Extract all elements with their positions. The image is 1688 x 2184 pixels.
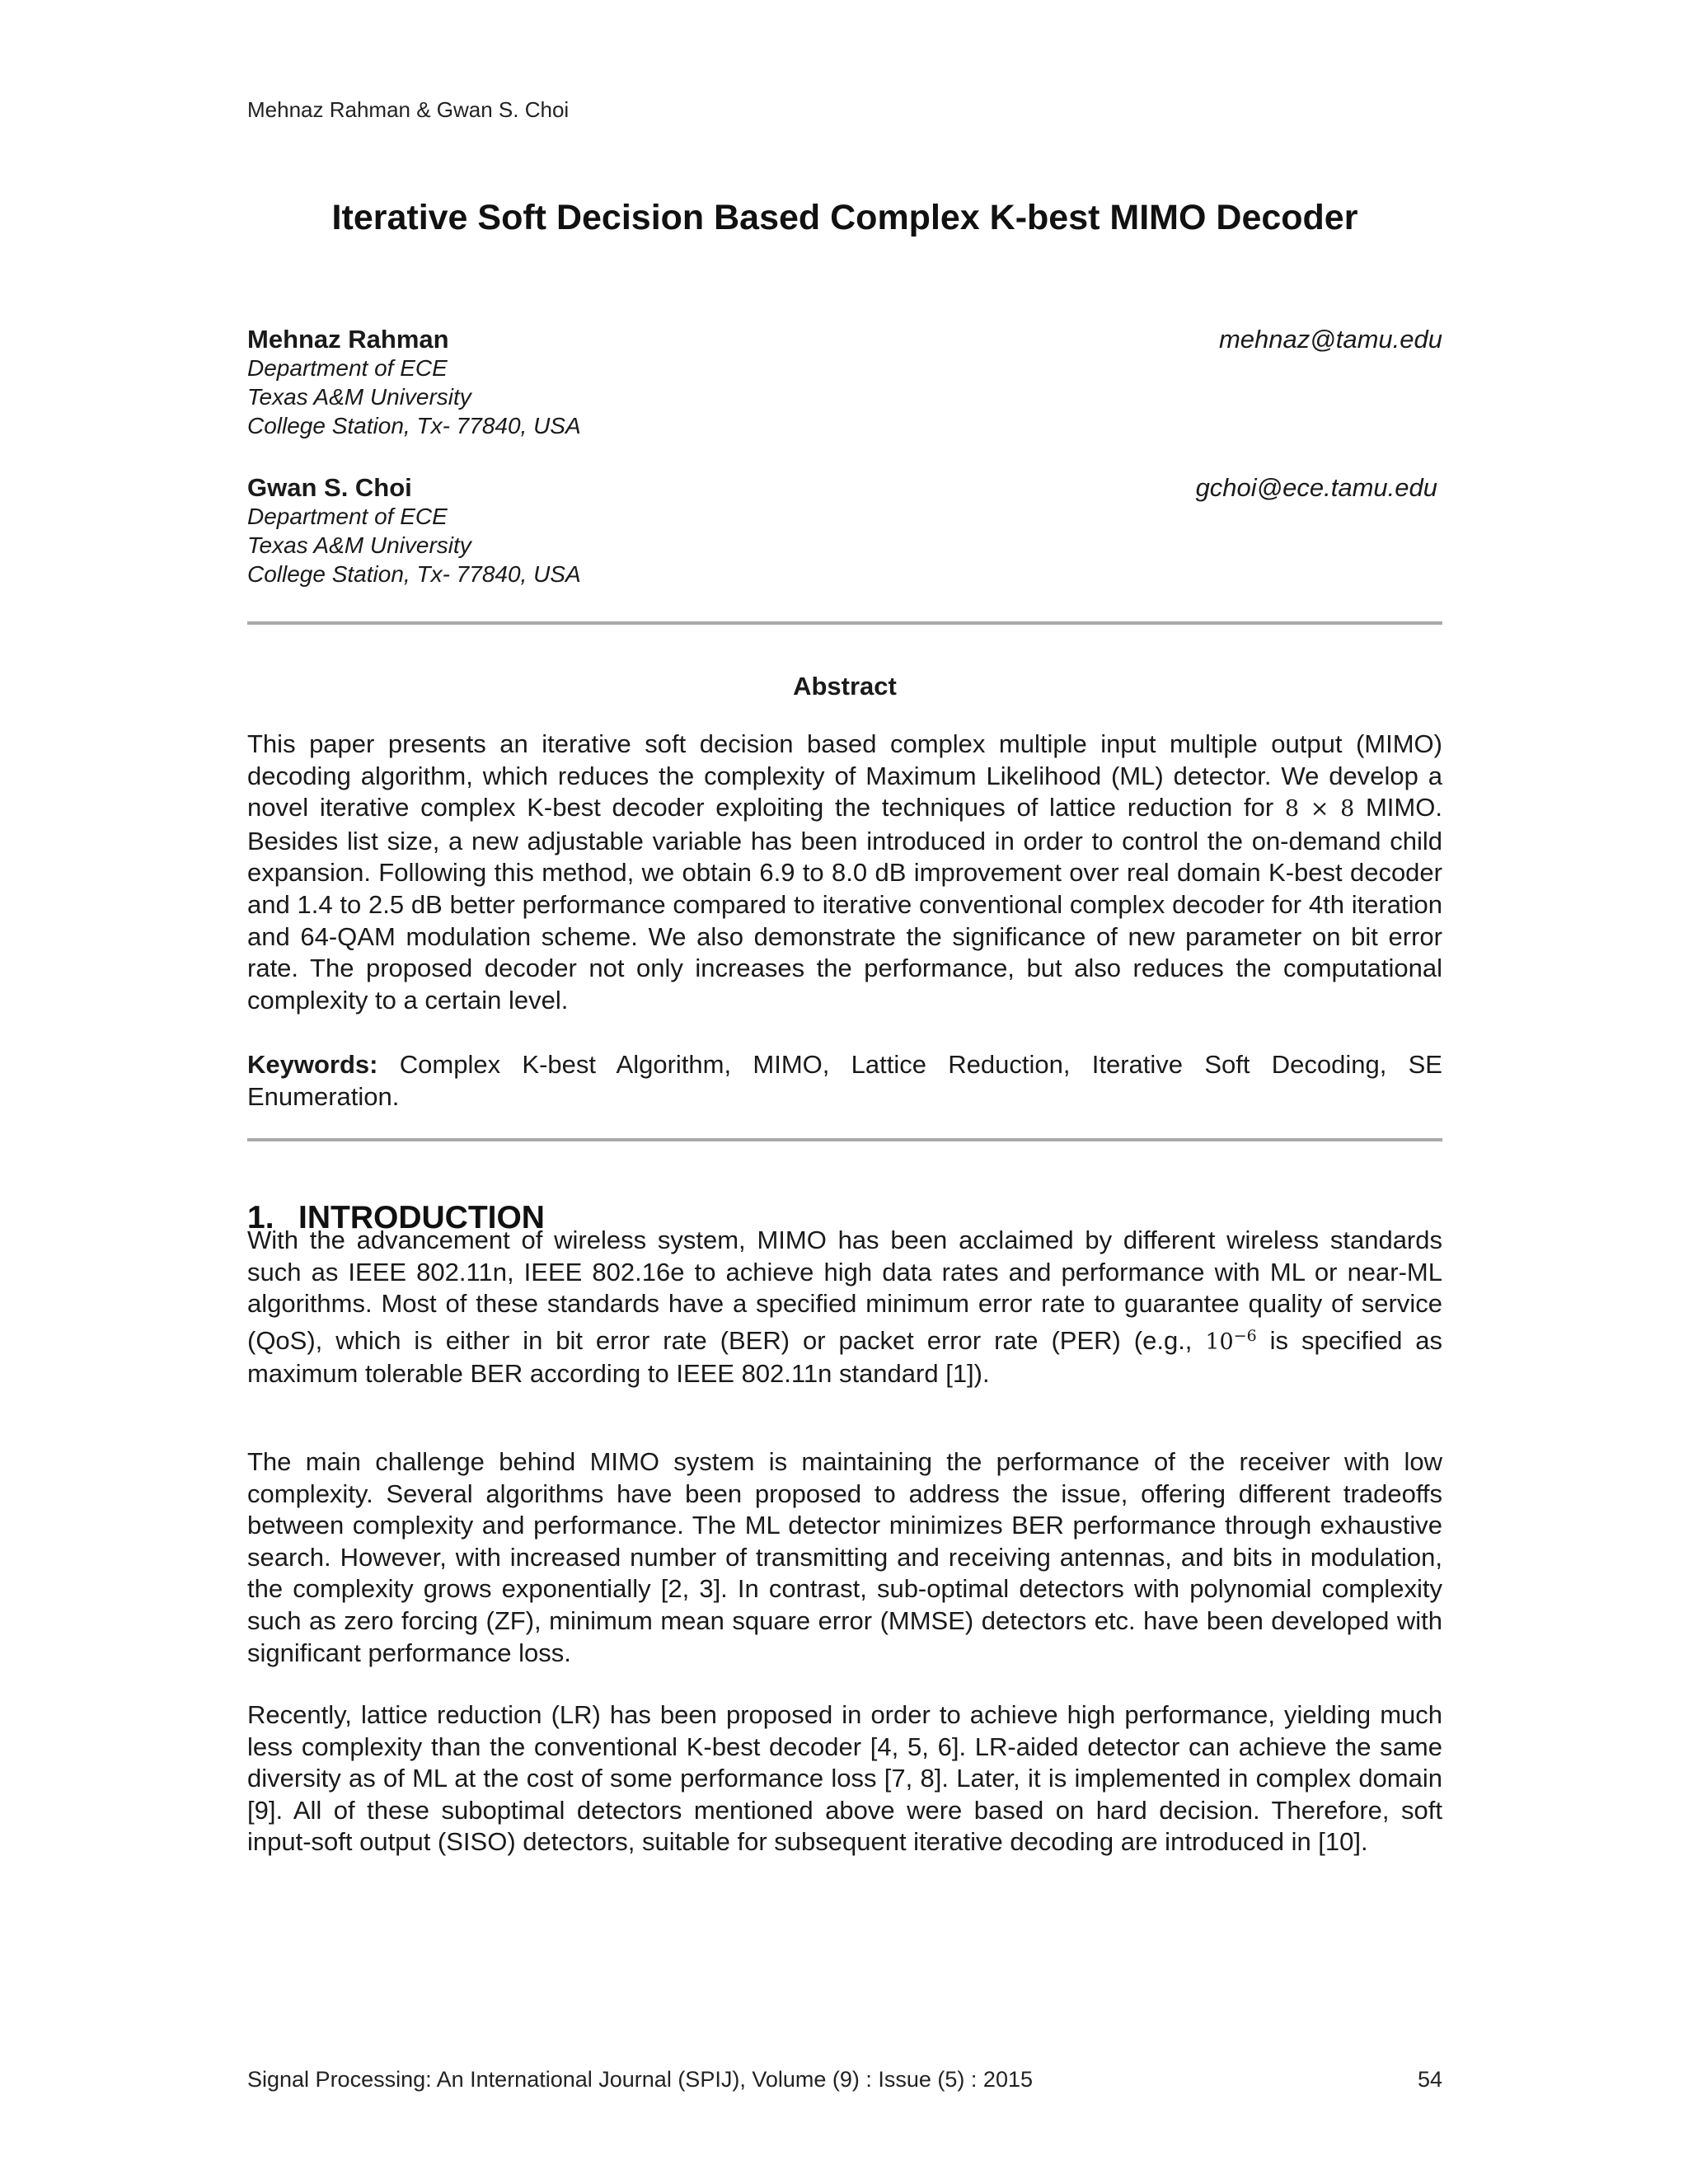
abstract-text-b: MIMO. Besides list size, a new adjustable variable has been introduced in order to control the on-demand child expansion. Following this method, we obtain 6.9 to 8.0 dB improvement over real domain K-best decoder and 1.4 to 2.5 dB better performance compared to iterative conventional complex decoder for 4th iteration and 64-QAM modulation scheme. We also demonstrate the significance of new parameter on bit error rate. The proposed decoder not only increases the performance, but also reduces the computational complexity to a certain level. [247,793,1442,1015]
abstract-text [247,729,1442,1016]
author-block-2 [247,473,1442,588]
keywords-label: Keywords: [247,1050,378,1079]
author-name: Gwan S. Choi [247,473,412,502]
author-city: College Station, Tx- 77840, USA [247,413,581,438]
intro-paragraph-2: The main challenge behind MIMO system is maintaining the performance of the receiver with low complexity. Several algorithms have been proposed to address the issue, offering different tradeoffs between complexity and performance. The ML detector minimizes BER performance through exhaustive search. However, with increased number of transmitting and receiving antennas, and bits in modulation, the complexity grows exponentially [2, 3]. In contrast, sub-optimal detectors with polynomial complexity such as zero forcing (ZF), minimum mean square error (MMSE) detectors etc. have been developed with significant performance loss. [247,1447,1442,1667]
intro-p1-math-exp: −6 [1233,1326,1257,1345]
author-email[interactable]: mehnaz@tamu.edu [1218,325,1442,354]
page-number: 54 [1417,2067,1442,2092]
keywords-text: Complex K-best Algorithm, MIMO, Lattice Reduction, Iterative Soft Decoding, SE Enumeration. [247,1050,1442,1111]
page-footer [247,2067,1442,2093]
keywords [247,1049,1442,1113]
author-department: Department of ECE [247,504,448,529]
section-number: 1. [247,1200,274,1235]
author-block-1 [247,325,1442,440]
author-name: Mehnaz Rahman [247,325,449,354]
section-title: INTRODUCTION [298,1200,545,1235]
intro-p1-math [1205,1326,1257,1355]
author-email[interactable]: gchoi@ece.tamu.edu [1195,473,1437,502]
intro-paragraph-3: Recently, lattice reduction (LR) has been proposed in order to achieve high performance, yielding much less complexity than the conventional K-best decoder [4, 5, 6]. LR-aided detector can achieve the same diversity as of ML at the cost of some performance loss [7, 8]. Later, it is implemented in complex domain [9]. All of these suboptimal detectors mentioned above were based on hard decision. Therefore, soft input-soft output (SISO) detectors, suitable for subsequent iterative decoding are introduced in [10]. [247,1700,1442,1857]
author-department: Department of ECE [247,355,448,381]
author-university: Texas A&M University [247,384,471,410]
author-city: College Station, Tx- 77840, USA [247,561,581,587]
divider-bottom [247,1138,1442,1141]
abstract-text-a: This paper presents an iterative soft decision based complex multiple input multiple output (MIMO) decoding algorithm, which reduces the complexity of Maximum Likelihood (ML) detector. We develop a novel iterative complex K-best decoder exploiting the techniques of lattice reduction for [247,729,1442,823]
author-university: Texas A&M University [247,532,471,558]
intro-p1-a: With the advancement of wireless system, MIMO has been acclaimed by different wireless standards such as IEEE 802.11n, IEEE 802.16e to achieve high data rates and performance with ML or near-ML algorithms. Most of these standards have a specified minimum error rate to guarantee quality of service (QoS), which is either in bit error rate (BER) or packet error rate (PER) (e.g., [247,1226,1442,1355]
journal-citation: Signal Processing: An International Journal (SPIJ), Volume (9) : Issue (5) : 2015 [247,2067,1033,2092]
intro-paragraph-1 [247,1225,1442,1390]
abstract-heading: Abstract [793,672,897,701]
running-head: Mehnaz Rahman & Gwan S. Choi [247,97,570,122]
abstract-math: 8 × 8 [1284,796,1355,823]
intro-p1-b: is specified as maximum tolerable BER according to IEEE 802.11n standard [1]). [247,1325,1443,1389]
divider-top [247,621,1442,625]
paper-title: Iterative Soft Decision Based Complex K-best MIMO Decoder [331,198,1358,237]
intro-p1-math-base: 10 [1205,1329,1234,1355]
